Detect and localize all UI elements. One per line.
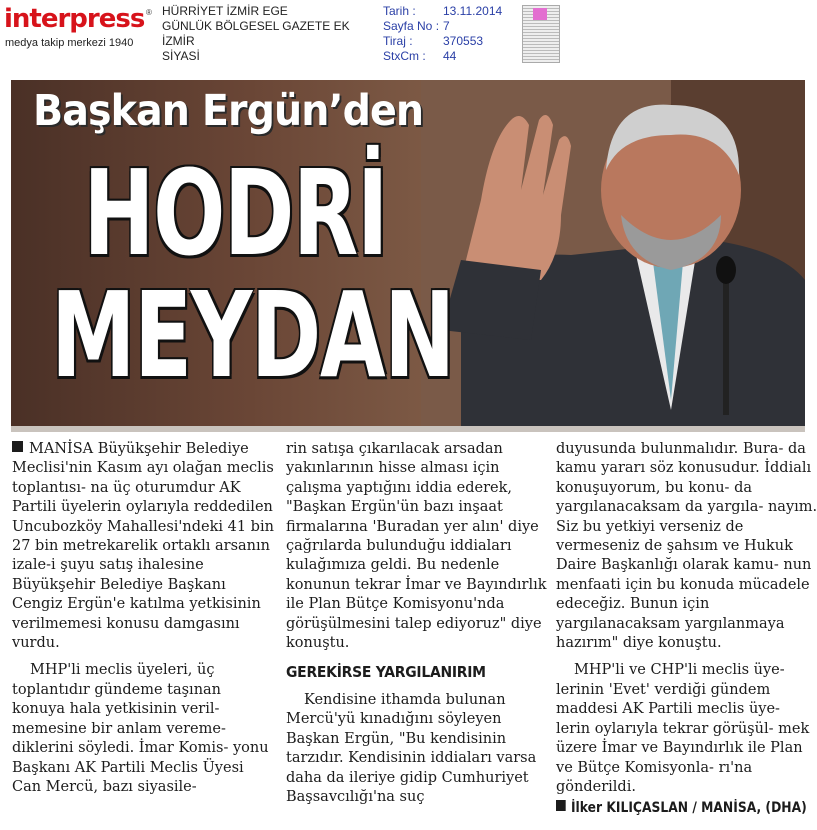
publication-name: HÜRRİYET İZMİR EGE	[162, 4, 288, 18]
article-column-3	[556, 440, 817, 819]
clipping-meta	[383, 4, 502, 64]
headline-kicker: Başkan Ergün’den	[33, 86, 424, 136]
subheading: GEREKİRSE YARGILANIRIM	[286, 663, 486, 682]
byline: İlker KILIÇASLAN / MANİSA, (DHA)	[556, 799, 787, 818]
publication-city: İZMİR	[162, 34, 195, 48]
paragraph: rin satışa çıkarılacak arsadan yakınlarının hisse alması için çalışma yaptığını iddia ederek, "Başkan Ergün'ün bazı inşaat firmalarına 'Buradan yer alın' diye çağrılarda bulunduğu iddiaları kulağımıza geldi. Bu nedenle konunun tekrar İmar ve Bayındırlık ile Plan Bütçe Komisyonu'nda görüşülmesini talep ediyoruz" diye konuştu.	[286, 441, 547, 652]
logo-wordmark: interpress	[4, 4, 145, 34]
article-column-1	[12, 440, 274, 797]
publication-type: GÜNLÜK BÖLGESEL GAZETE EK	[162, 19, 350, 33]
paragraph: Kendisine ithamda bulunan Mercü'yü kınadığını söyleyen Başkan Ergün, "Bu kendisinin tarzıdır. Kendisinin iddiaları varsa daha da ileriye gidip Cumhuriyet Başsavcılığı'na suç	[286, 691, 537, 805]
photo-bottom-strip	[11, 426, 805, 432]
article-photo	[11, 80, 805, 426]
interpress-logo	[4, 4, 154, 52]
meta-row-page: Sayfa No : 7	[383, 19, 450, 33]
meta-row-stxcm: StxCm : 44	[383, 49, 457, 63]
article-column-2	[286, 440, 548, 807]
registered-mark: ®	[146, 8, 152, 17]
headline-line-2: MEYDAN	[51, 266, 454, 404]
lead-paragraph: MANİSA Büyükşehir Belediye Meclisi'nin Kasım ayı olağan meclis toplantısı- na üç oturumdur AK Partili üyelerin oylarıyla reddedilen Uncubozköy Mahallesi'ndeki 41 bin 27 bin metrekarelik ortaklı arsanın izale-i şuyu satış ihalesine Büyükşehir Belediye Başkanı Cengiz Ergün'e katılma yetkisinin verilmemesi konusu damgasını vurdu.	[12, 441, 274, 652]
bullet-square-icon	[556, 800, 566, 811]
meta-row-circulation: Tiraj : 370553	[383, 34, 484, 48]
meta-row-date: Tarih : 13.11.2014	[383, 4, 503, 18]
main-headline	[51, 144, 454, 404]
paragraph: MHP'li ve CHP'li meclis üye- lerinin 'Evet' verdiği gündem maddesi AK Partili meclis üye- lerin oylarıyla tekrar görüşül- mek üzere İmar ve Bayındırlık ile Plan ve Bütçe Komisyonla- rı'na gönderildi.	[556, 662, 810, 795]
clipping-header	[0, 0, 817, 72]
paragraph: duyusunda bulunmalıdır. Bura- da kamu yararı söz konusudur. İddialı konuşuyorum, bu konu- da yargılanacaksam da yargıla- nayım. Siz bu yetkiyi verseniz de vermeseniz de şahsım ve Hukuk Daire Başkanlığı olarak kamu- nun menfaati için bu konuda mücadele edeceğiz. Bunun için yargılanacaksam yargılanmaya hazırım" diye konuştu.	[556, 441, 817, 652]
bullet-square-icon	[12, 441, 23, 452]
publication-info	[162, 4, 372, 64]
paragraph: MHP'li meclis üyeleri, üç toplantıdır gündeme taşınan konuya hala yetkisinin veril- memesine bir anlam vereme- diklerini söyledi. İmar Komis- yonu Başkanı AK Partili Meclis Üyesi Can Mercü, bazı siyasile-	[12, 662, 269, 795]
logo-tagline: medya takip merkezi 1940	[5, 37, 134, 49]
page-thumbnail[interactable]	[522, 5, 560, 63]
speaker-photo-illustration	[421, 80, 805, 426]
publication-category: SİYASİ	[162, 49, 200, 63]
headline-line-1: HODRİ	[83, 144, 388, 282]
